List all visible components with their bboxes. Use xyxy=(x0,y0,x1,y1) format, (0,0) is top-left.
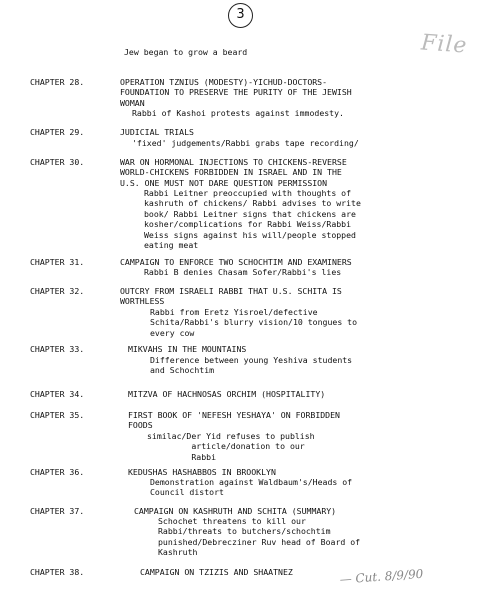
chapter-32-desc: Rabbi from Eretz Yisroel/defective Schita/Rabbi's blurry vision/10 tongues to every cow xyxy=(150,307,358,338)
chapter-37-title: CAMPAIGN ON KASHRUTH AND SCHITA (SUMMARY) xyxy=(134,506,337,516)
chapter-33-title: MIKVAHS IN THE MOUNTAINS xyxy=(128,344,247,354)
chapter-38-label: CHAPTER 38. xyxy=(30,567,85,577)
chapter-30-title: WAR ON HORMONAL INJECTIONS TO CHICKENS-REVERSE WORLD-CHICKENS FORBIDDEN IN ISRAEL AND IN THE U.S. ONE MUST NOT DARE QUESTION PERMISSION xyxy=(120,157,347,188)
chapter-33-desc: Difference between young Yeshiva students and Schochtim xyxy=(150,355,353,376)
handwritten-date-note: — Cut. 8/9/90 xyxy=(339,566,424,587)
chapter-34-title: MITZVA OF HACHNOSAS ORCHIM (HOSPITALITY) xyxy=(128,389,326,399)
chapter-28-desc: Rabbi of Kashoi protests against immodesty. xyxy=(132,108,344,118)
page-number: 3 xyxy=(228,3,253,28)
chapter-36-label: CHAPTER 36. xyxy=(30,467,85,477)
chapter-32-title: OUTCRY FROM ISRAELI RABBI THAT U.S. SCHITA IS WORTHLESS xyxy=(120,286,342,307)
chapter-28-label: CHAPTER 28. xyxy=(30,77,85,87)
chapter-36-title: KEDUSHAS HASHABBOS IN BROOKLYN xyxy=(128,467,276,477)
intro-line: Jew began to grow a beard xyxy=(124,47,248,57)
chapter-31-label: CHAPTER 31. xyxy=(30,257,85,267)
chapter-29-desc: 'fixed' judgements/Rabbi grabs tape recording/ xyxy=(132,138,359,148)
chapter-37-desc: Schochet threatens to kill our Rabbi/threats to butchers/schochtim punished/Debrecziner Ruv head of Board of Kashruth xyxy=(158,516,361,558)
chapter-28-title: OPERATION TZNIUS (MODESTY)-YICHUD-DOCTORS- FOUNDATION TO PRESERVE THE PURITY OF THE JEWISH WOMAN xyxy=(120,77,352,108)
chapter-29-label: CHAPTER 29. xyxy=(30,127,85,137)
chapter-30-label: CHAPTER 30. xyxy=(30,157,85,167)
chapter-37-label: CHAPTER 37. xyxy=(30,506,85,516)
chapter-36-desc: Demonstration against Waldbaum's/Heads of Council distort xyxy=(150,477,353,498)
chapter-35-title: FIRST BOOK OF 'NEFESH YESHAYA' ON FORBIDDEN FOODS xyxy=(128,410,340,431)
chapter-32-label: CHAPTER 32. xyxy=(30,286,85,296)
chapter-31-title: CAMPAIGN TO ENFORCE TWO SCHOCHTIM AND EXAMINERS xyxy=(120,257,352,267)
chapter-33-label: CHAPTER 33. xyxy=(30,344,85,354)
chapter-38-title: CAMPAIGN ON TZIZIS AND SHAATNEZ xyxy=(140,567,293,577)
chapter-35-desc: similac/Der Yid refuses to publish article/donation to our Rabbi xyxy=(147,431,315,462)
chapter-31-desc: Rabbi B denies Chasam Sofer/Rabbi's lies xyxy=(144,267,342,277)
chapter-34-label: CHAPTER 34. xyxy=(30,389,85,399)
chapter-30-desc: Rabbi Leitner preoccupied with thoughts of kashruth of chickens/ Rabbi advises to write book/ Rabbi Leitner signs that chickens are kosher/complications for Rabbi Weiss/Rabbi Weiss signs against his will/people stopped eating meat xyxy=(144,188,361,251)
handwritten-file-note: File xyxy=(420,30,469,59)
chapter-29-title: JUDICIAL TRIALS xyxy=(120,127,194,137)
chapter-35-label: CHAPTER 35. xyxy=(30,410,85,420)
